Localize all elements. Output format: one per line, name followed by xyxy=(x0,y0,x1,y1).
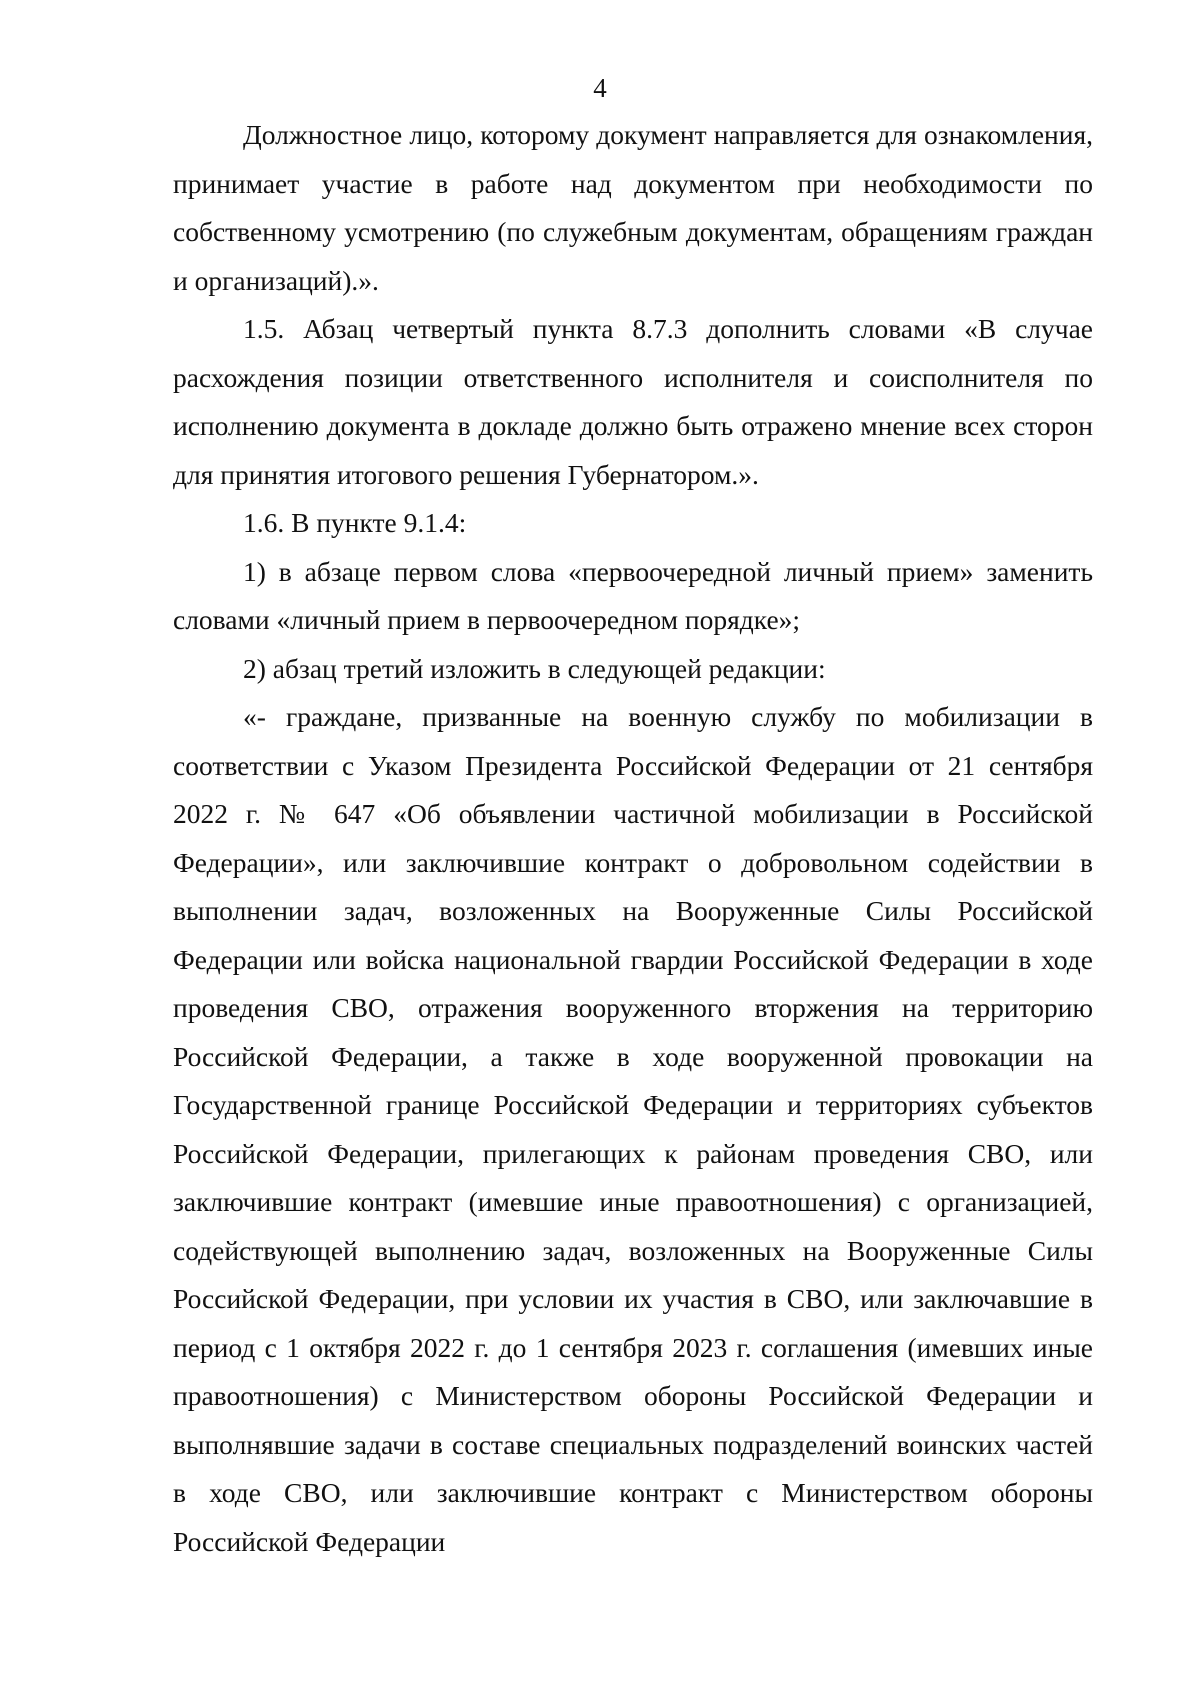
paragraph-official-person: Должностное лицо, которому документ направляется для ознакомления, принимает участие в работе над документом при необходимости по собственному усмотрению (по служебным документам, обращениям граждан и организаций).». xyxy=(173,119,1093,296)
page-number: 4 xyxy=(593,73,607,103)
paragraph-1-6: 1.6. В пункте 9.1.4: xyxy=(243,507,467,538)
paragraph-1-5: 1.5. Абзац четвертый пункта 8.7.3 дополнить словами «В случае расхождения позиции ответственного исполнителя и соисполнителя по исполнению документа в докладе должно быть отражено мнение всех сторон для принятия итогового решения Губернатором.». xyxy=(173,313,1093,490)
document-body xyxy=(173,111,1093,1566)
paragraph-item-1: 1) в абзаце первом слова «первоочередной личный прием» заменить словами «личный прием в первоочередном порядке»; xyxy=(173,555,1093,635)
paragraph-citizens-quote: «- граждане, призванные на военную службу по мобилизации в соответствии с Указом Президента Российской Федерации от 21 сентября 2022 г. № 647 «Об объявлении частичной мобилизации в Российской Федерации», или заключившие контракт о добровольном содействии в выполнении задач, возложенных на Вооруженные Силы Российской Федерации или войска национальной гвардии Российской Федерации в ходе проведения СВО, отражения вооруженного вторжения на территорию Российской Федерации, а также в ходе вооруженной провокации на Государственной границе Российской Федерации и территориях субъектов Российской Федерации, прилегающих к районам проведения СВО, или заключившие контракт (имевшие иные правоотношения) с организацией, содействующей выполнению задач, возложенных на Вооруженные Силы Российской Федерации, при условии их участия в СВО, или заключавшие в период с 1 октября 2022 г. до 1 сентября 2023 г. соглашения (имевших иные правоотношения) с Министерством обороны Российской Федерации и выполнявшие задачи в составе специальных подразделений воинских частей в ходе СВО, или заключившие контракт с Министерством обороны Российской Федерации xyxy=(173,701,1093,1557)
paragraph-item-2: 2) абзац третий изложить в следующей редакции: xyxy=(243,652,826,684)
